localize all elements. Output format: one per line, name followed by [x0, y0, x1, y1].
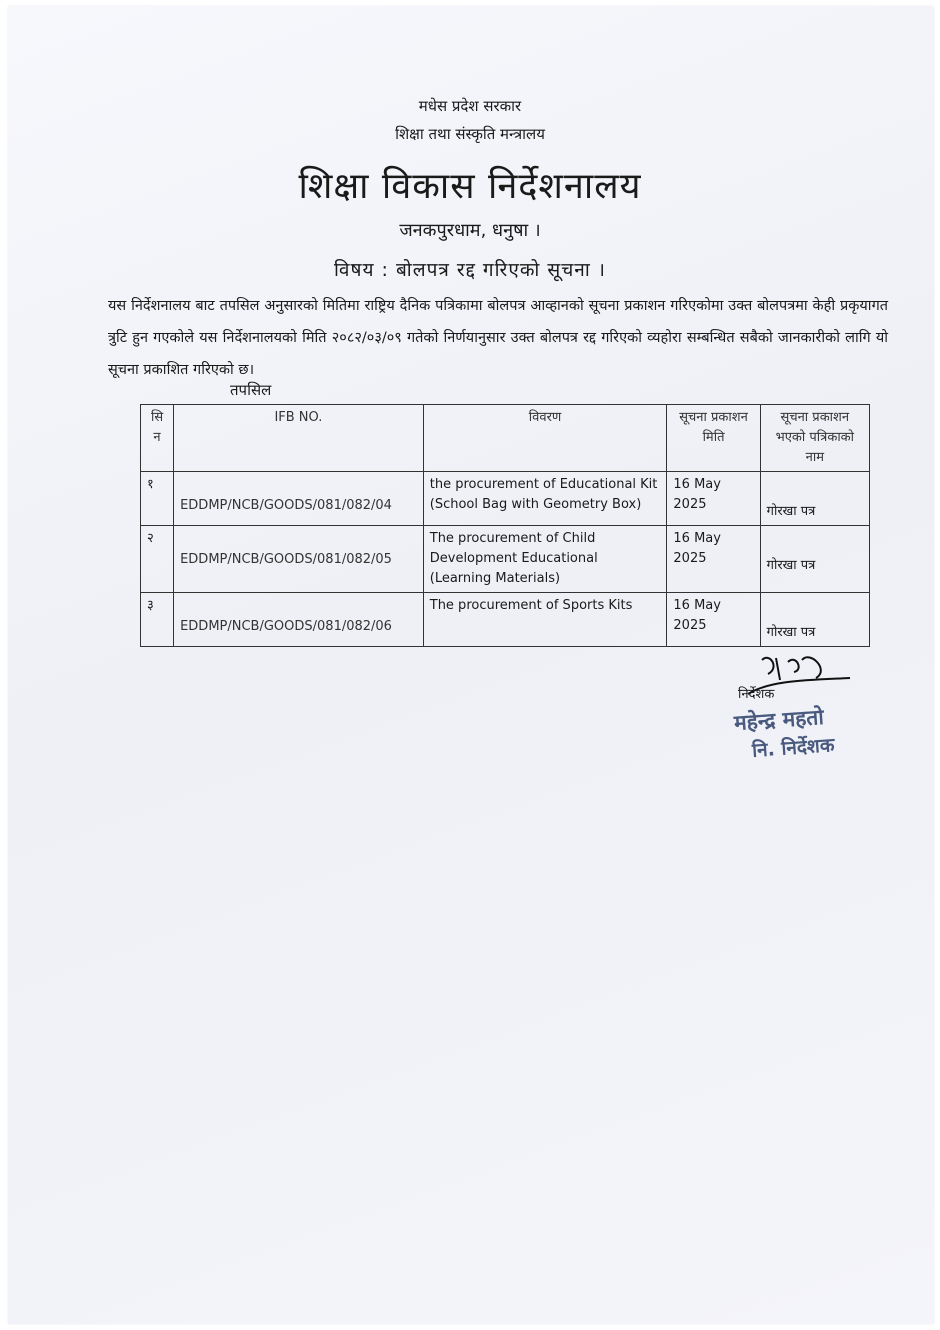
row-description: The procurement of Child Development Educational (Learning Materials)	[423, 526, 667, 593]
government-name: मधेस प्रदेश सरकार	[418, 97, 522, 115]
row-ifb-no: EDDMP/NCB/GOODS/081/082/05	[174, 526, 424, 593]
row-ifb-no: EDDMP/NCB/GOODS/081/082/04	[174, 472, 424, 526]
row-date: 16 May 2025	[667, 472, 760, 526]
table-row	[141, 593, 870, 647]
table-header-row	[141, 405, 870, 472]
header-description: विवरण	[423, 405, 667, 472]
row-date: 16 May 2025	[667, 526, 760, 593]
tender-table	[140, 404, 870, 647]
schedule-label: तपसिल	[230, 381, 272, 399]
table-row	[141, 472, 870, 526]
official-stamp-title: नि. निर्देशक	[751, 734, 836, 762]
notice-body: यस निर्देशनालय बाट तपसिल अनुसारको मितिमा राष्ट्रिय दैनिक पत्रिकामा बोलपत्र आव्हानको सूचना प्रकाशन गरिएकोमा उक्त बोलपत्रमा केही प्रकृयागत त्रुटि हुन गएकोले यस निर्देशनालयको मिति २०८२/०३/०९ गतेको निर्णयानुसार उक्त बोलपत्र रद्द गरिएको व्यहोरा सम्बन्धित सबैको जानकारीको लागि यो सूचना प्रकाशित गरिएको छ।	[108, 298, 888, 378]
directorate-title: शिक्षा विकास निर्देशनालय	[298, 166, 642, 207]
row-sn: १	[141, 472, 174, 526]
header-newspaper: सूचना प्रकाशन भएको पत्रिकाको नाम	[760, 405, 869, 472]
row-sn: २	[141, 526, 174, 593]
header-publish-date: सूचना प्रकाशन मिति	[667, 405, 760, 472]
row-sn: ३	[141, 593, 174, 647]
row-description: the procurement of Educational Kit (School Bag with Geometry Box)	[423, 472, 667, 526]
signatory-title: निर्देशक	[738, 687, 775, 702]
row-ifb-no: EDDMP/NCB/GOODS/081/082/06	[174, 593, 424, 647]
office-location: जनकपुरधाम, धनुषा ।	[399, 220, 541, 241]
row-newspaper: गोरखा पत्र	[760, 472, 869, 526]
row-newspaper: गोरखा पत्र	[760, 526, 869, 593]
header-ifb-no: IFB NO.	[174, 405, 424, 472]
row-date: 16 May 2025	[667, 593, 760, 647]
notice-subject: विषय : बोलपत्र रद्द गरिएको सूचना ।	[333, 259, 606, 281]
header-sn: सि न	[141, 405, 174, 472]
ministry-name: शिक्षा तथा संस्कृति मन्त्रालय	[395, 125, 545, 143]
official-stamp-name: महेन्द्र महतो	[733, 704, 825, 736]
table-row	[141, 526, 870, 593]
row-description: The procurement of Sports Kits	[423, 593, 667, 647]
row-newspaper: गोरखा पत्र	[760, 593, 869, 647]
